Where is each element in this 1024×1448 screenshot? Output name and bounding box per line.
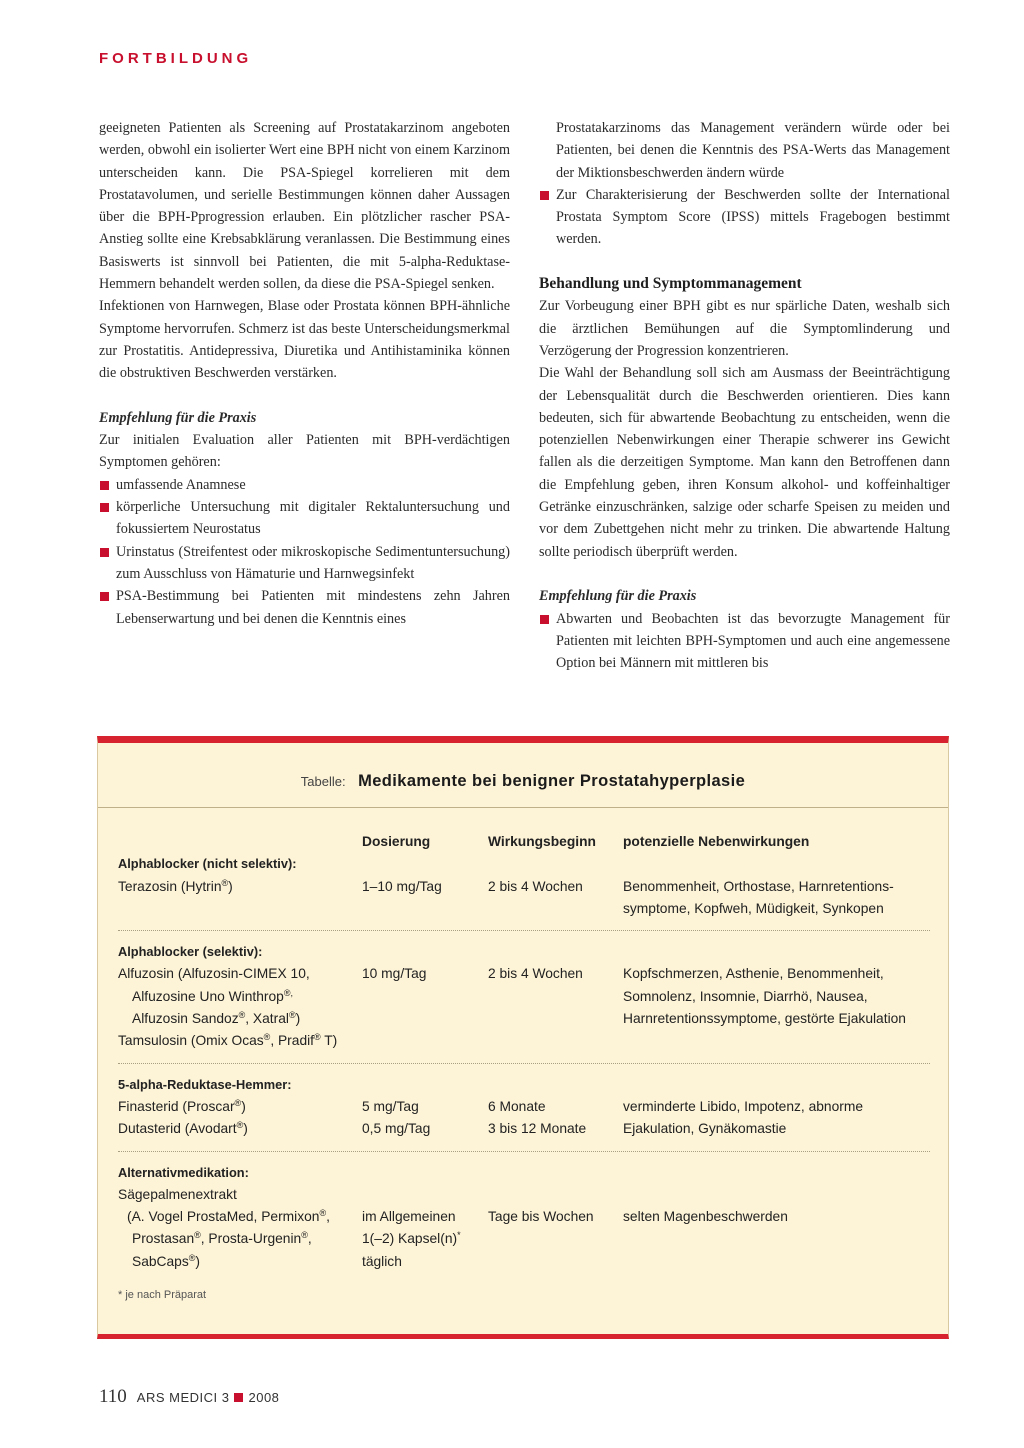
bullet-square-icon (100, 548, 109, 557)
table-footnote: * je nach Präparat (118, 1289, 207, 1301)
body-paragraph: Zur initialen Evaluation aller Patienten mit BPH-verdächtigen Symptomen gehören: (99, 432, 510, 471)
recommendation-heading: Empfehlung für die Praxis (99, 409, 257, 426)
body-paragraph: Die Wahl der Behandlung soll sich am Ausmass der Beeinträchtigung der Lebensqualität durch die Beschwerden orientieren. Dies kann bedeuten, sich für abwartende Beobachtung zu entscheiden, wenn die potenziellen Nebenwirkungen einer Therapie schwerer ins Gewicht fallen als die derzeitigen Symptome. Man kann den Betroffenen dann die Empfehlung geben, ihren Konsum alkohol- und koffeinhaltiger Getränke einzuschränken, salzige oder scharfe Speisen zu meiden und vor dem Zubettgehen nicht mehr zu trinken. Die abwartende Haltung sollte periodisch überprüft werden. (539, 365, 950, 560)
table-row: (A. Vogel ProstaMed, Permixon®, im Allgemeinen Tage bis Wochen selten Magenbeschwerden (127, 1208, 788, 1225)
medication-table-box (97, 736, 949, 1339)
dotted-divider (118, 1151, 930, 1152)
body-paragraph: Zur Vorbeugung einer BPH gibt es nur spärliche Daten, weshalb sich die ärztlichen Bemühungen auf die Symptomlinderung und Verzögerung der Progression konzentrieren. (539, 298, 950, 359)
group-heading: Alphablocker (nicht selektiv): (118, 856, 297, 872)
table-row: Finasterid (Proscar®) 5 mg/Tag 6 Monate verminderte Libido, Impotenz, abnorme (118, 1097, 864, 1114)
table-title: Medikamente bei benigner Prostatahyperplasie (358, 772, 746, 790)
bullet-square-icon (100, 481, 109, 490)
page-footer (99, 1386, 279, 1408)
medication-table (118, 831, 930, 1273)
dotted-divider (118, 930, 930, 931)
list-item: Urinstatus (Streifentest oder mikroskopische Sedimentuntersuchung) zum Ausschluss von Hämaturie und Harnwegsinfekt (99, 541, 510, 586)
table-row: Terazosin (Hytrin®) 1–10 mg/Tag 2 bis 4 Wochen Benommenheit, Orthostase, Harnretentions- (118, 877, 894, 894)
group-heading: 5-alpha-Reduktase-Hemmer: (118, 1076, 292, 1092)
section-heading: Behandlung und Symptommanagement (539, 275, 802, 293)
body-paragraph: Infektionen von Harnwegen, Blase oder Prostata können BPH-ähnliche Symptome hervorrufen. Schmerz ist das beste Unterscheidungsmerkmal zur Prostatitis. Antidepressiva, Diuretika und Antihistaminika können die obstruktiven Beschwerden verstärken. (99, 298, 510, 382)
journal-year: 2008 (248, 1390, 280, 1405)
table-row: SabCaps®) täglich (132, 1252, 402, 1269)
recommendation-heading: Empfehlung für die Praxis (539, 588, 697, 605)
column-header-onset: Wirkungsbeginn (488, 834, 596, 849)
bullet-continuation: Prostatakarzinoms das Management verändern würde oder bei Patienten, bei denen die Kenntnis des PSA-Werts das Management der Miktionsbeschwerden ändern würde (556, 120, 950, 181)
group-heading: Alternativmedikation: (118, 1164, 249, 1180)
table-row: symptome, Kopfweh, Müdigkeit, Synkopen (623, 900, 884, 916)
bullet-list (539, 608, 950, 675)
table-row: Dutasterid (Avodart®) 0,5 mg/Tag 3 bis 12 Monate Ejakulation, Gynäkomastie (118, 1120, 787, 1137)
list-item: umfassende Anamnese (99, 474, 510, 496)
bullet-square-icon (540, 191, 549, 200)
bullet-square-icon (100, 503, 109, 512)
page-number: 110 (99, 1386, 127, 1407)
list-item: Abwarten und Beobachten ist das bevorzugte Management für Patienten mit leichten BPH-Symptomen und auch eine angemessene Option bei Männern mit mittleren bis (539, 608, 950, 675)
bullet-list (539, 184, 950, 251)
column-header-dosage: Dosierung (362, 834, 431, 849)
list-item: PSA-Bestimmung bei Patienten mit mindestens zehn Jahren Lebenserwartung und bei denen die Kenntnis eines (99, 585, 510, 630)
left-column (99, 117, 510, 630)
table-row: Alfuzosin (Alfuzosin-CIMEX 10, 10 mg/Tag 2 bis 4 Wochen Kopfschmerzen, Asthenie, Benommenheit, (118, 966, 884, 982)
table-label: Tabelle: (300, 774, 346, 789)
table-row: Prostasan®, Prosta-Urgenin®, 1(–2) Kapsel(n)* (132, 1230, 461, 1247)
right-column (539, 117, 950, 674)
group-heading: Alphablocker (selektiv): (118, 944, 263, 960)
table-row: Sägepalmenextrakt (118, 1186, 237, 1202)
separator-square-icon (234, 1393, 243, 1402)
bullet-square-icon (540, 615, 549, 624)
list-item: Zur Charakterisierung der Beschwerden sollte der International Prostata Symptom Score (IPSS) mittels Fragebogen bestimmt werden. (539, 184, 950, 251)
column-header-side-effects: potenzielle Nebenwirkungen (623, 834, 810, 849)
dotted-divider (118, 1063, 930, 1064)
table-title-bar (98, 743, 948, 808)
table-row: Alfuzosine Uno Winthrop®, Somnolenz, Insomnie, Diarrhö, Nausea, (132, 987, 868, 1004)
body-paragraph: geeigneten Patienten als Screening auf Prostatakarzinom angeboten werden, obwohl ein isolierter Wert eine BPH nicht von einem Karzinom unterscheiden kann. Die PSA-Spiegel korrelieren mit dem Prostatavolumen, und serielle Bestimmungen können daher Aussagen über die BPH-Pprogression erlauben. Ein plötzlicher rascher PSA-Anstieg sollte eine Krebsabklärung veranlassen. Die Bestimmung eines Basiswerts ist sinnvoll bei Patienten, die mit 5-alpha-Reduktase-Hemmern behandelt werden sollen, da diese die PSA-Spiegel senken. (99, 120, 510, 293)
list-item: körperliche Untersuchung mit digitaler Rektaluntersuchung und fokussiertem Neurostatus (99, 496, 510, 541)
table-header-row (118, 831, 930, 853)
bullet-square-icon (100, 592, 109, 601)
journal-name: ARS MEDICI 3 (136, 1390, 230, 1405)
section-label: FORTBILDUNG (99, 50, 253, 67)
table-row: Alfuzosin Sandoz®, Xatral®) Harnretentionssymptome, gestörte Ejakulation (132, 1010, 906, 1027)
bullet-list (99, 474, 510, 630)
table-row: Tamsulosin (Omix Ocas®, Pradif® T) (118, 1032, 338, 1049)
